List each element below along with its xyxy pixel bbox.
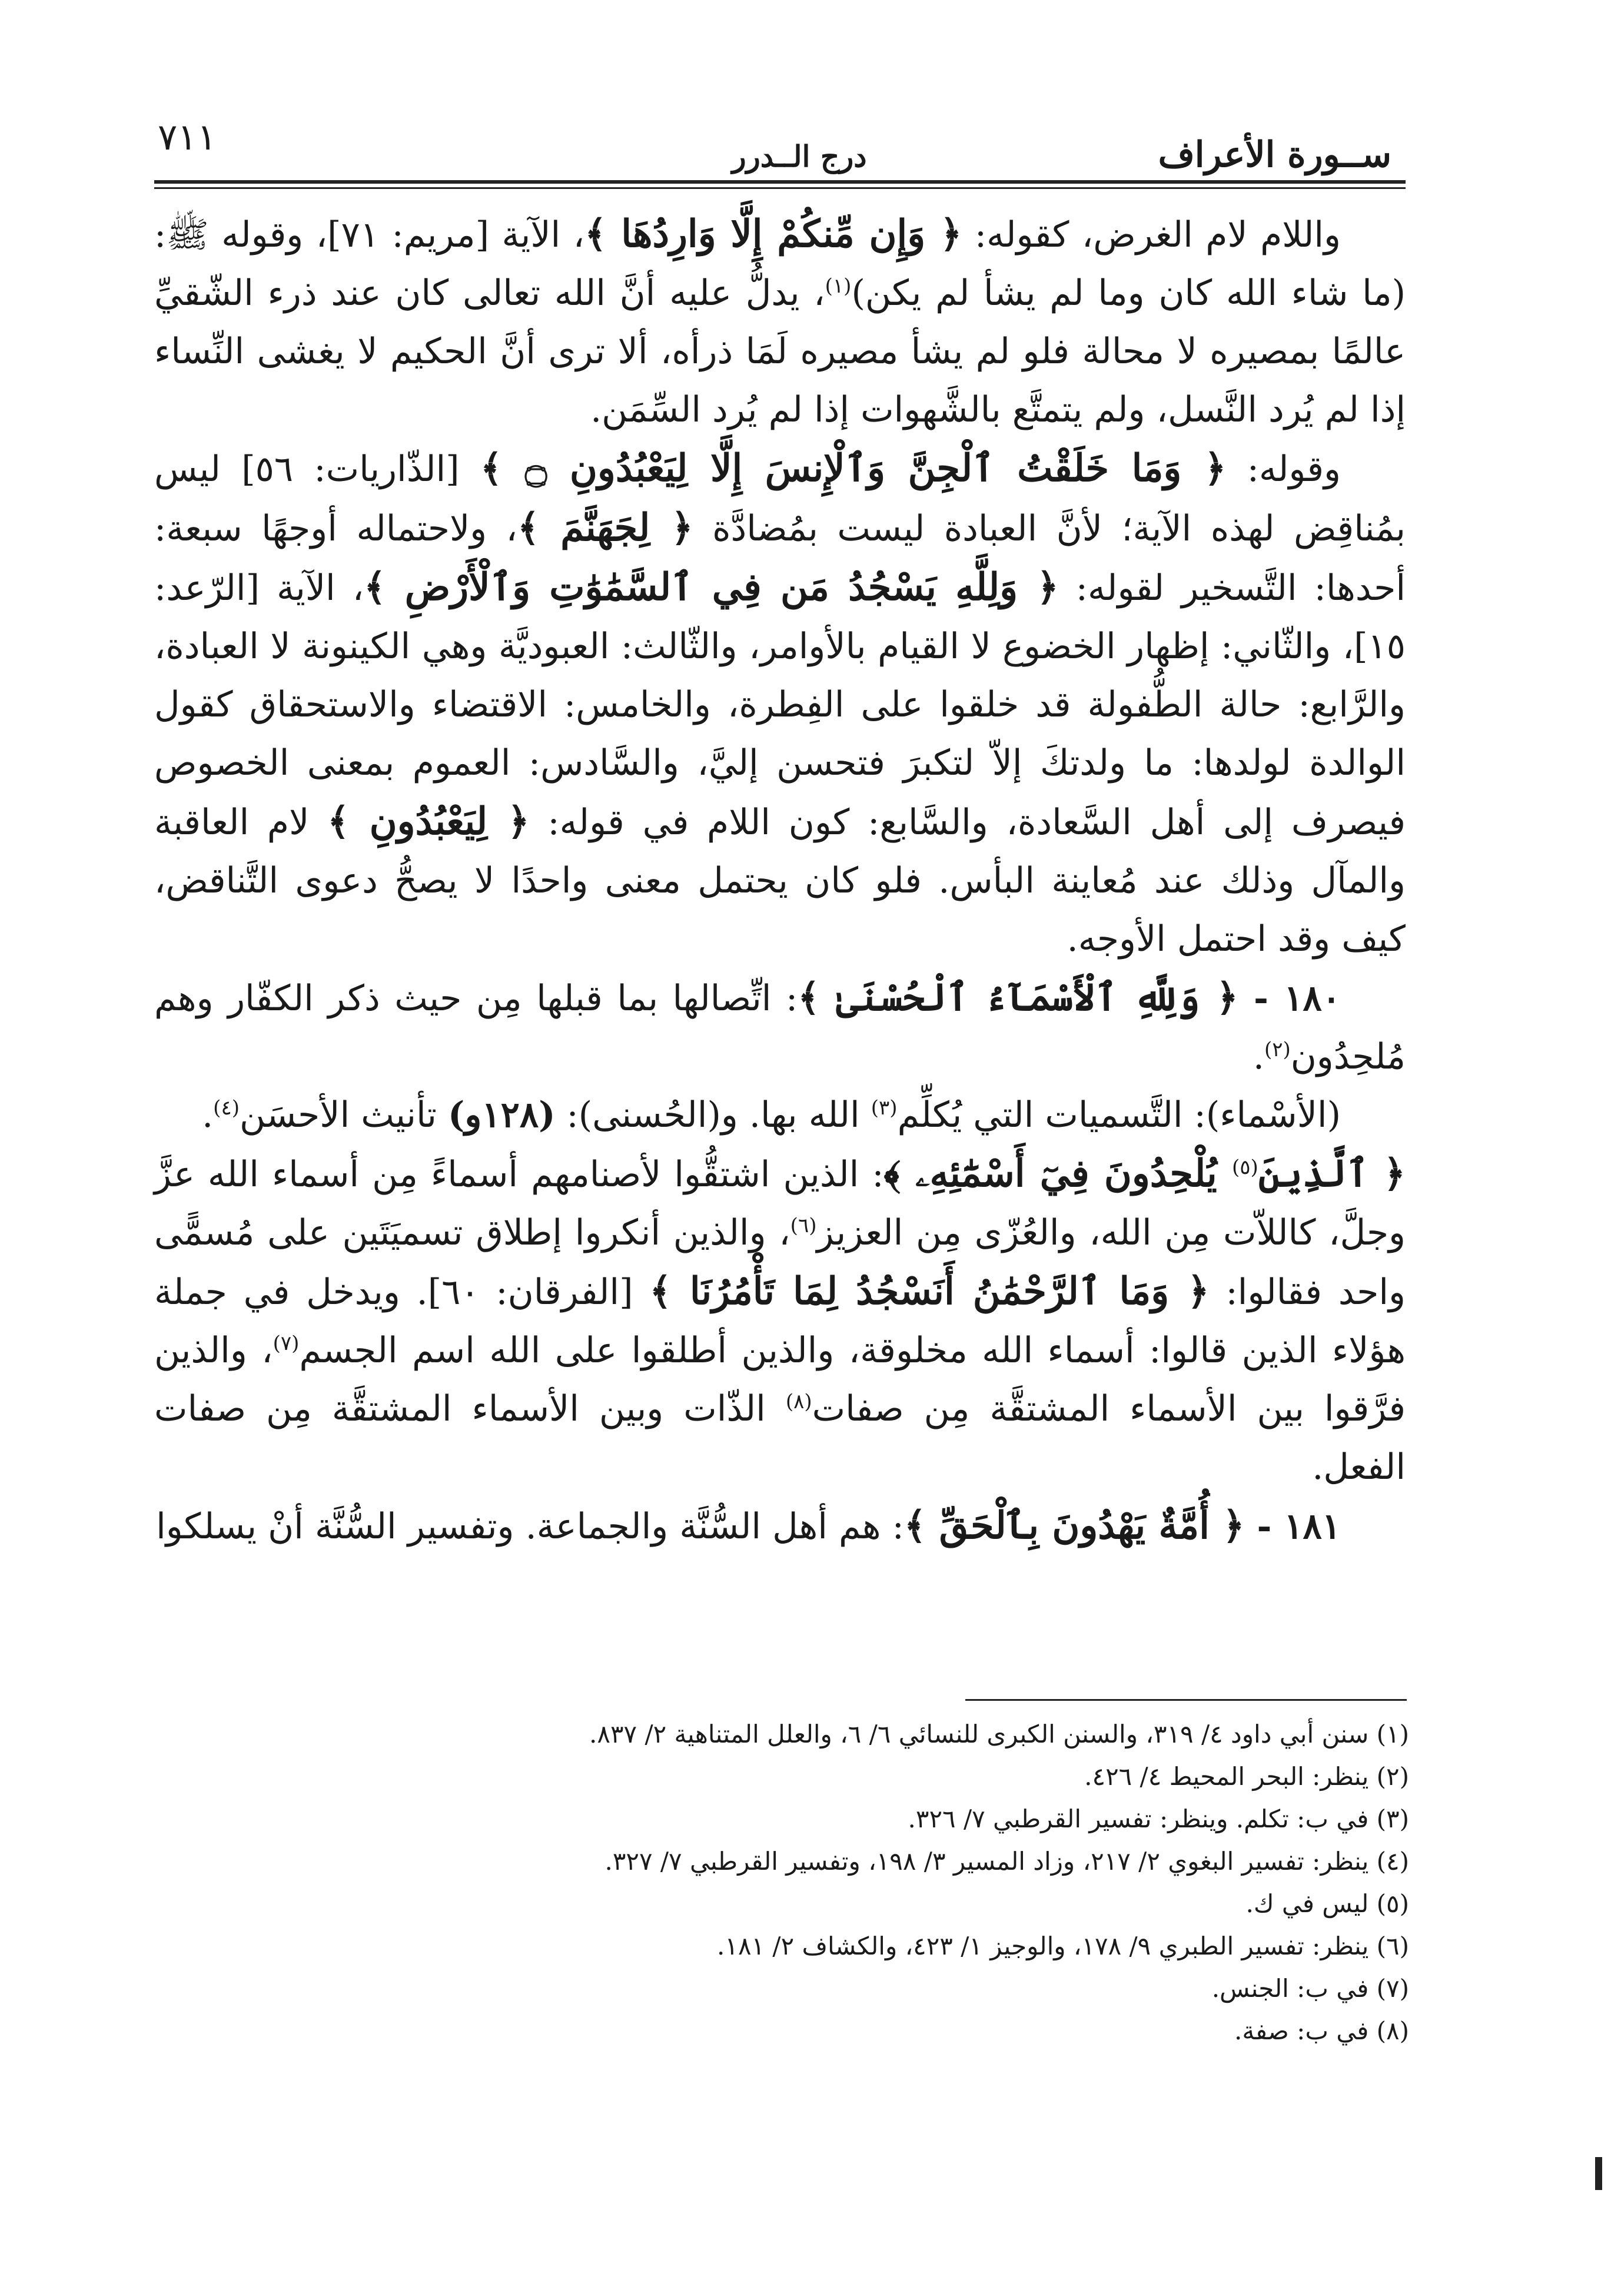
paragraph-2: وقوله: ﴿ وَمَا خَلَقْتُ ٱلْجِنَّ وَٱلْإِنسَ إِلَّا لِيَعْبُدُونِ ۝ ﴾ [الذّاريات: ٥٦] ليس بمُناقِض لهذه الآية؛ لأنَّ العبادة ليست بمُضادَّة ﴿ لِجَهَنَّمَ ﴾، ولاحتماله أوجهًا سبعة: أحدها: التَّسخير لقوله: ﴿ وَلِلَّهِ يَسْجُدُ مَن فِي ٱلسَّمَٰوَٰتِ وَٱلْأَرْضِ ﴾، الآية [الرّعد: ١٥]، والثّاني: إظهار الخضوع لا القيام بالأوامر، والثّالث: العبوديَّة وهي الكينونة لا العبادة، والرَّابع: حالة الطُّفولة قد خلقوا على الفِطرة، والخامس: الاقتضاء والاستحقاق كقول الوالدة لولدها: ما ولدتكَ إلاّ لتكبرَ فتحسن إليَّ، والسَّادس: العموم بمعنى الخصوص فيصرف إلى أهل السَّعادة، والسَّابع: كون اللام في قوله: ﴿ لِيَعْبُدُونِ ﴾ لام العاقبة والمآل وذلك عند مُعاينة البأس. فلو كان يحتمل معنى واحدًا لا يصحُّ دعوى التَّناقض، كيف وقد احتمل الأوجه. — [154, 446, 1406, 960]
footnote-ref[interactable]: (٨) — [785, 1390, 812, 1414]
footnote-ref[interactable]: (٧) — [273, 1332, 300, 1355]
footnotes — [173, 1713, 1409, 2052]
folio-marker: (١٢٨و) — [448, 1094, 556, 1136]
quran-verse: ﴿ وَلِلَّهِ يَسْجُدُ مَن فِي ٱلسَّمَٰوَٰتِ وَٱلْأَرْضِ ﴾ — [364, 565, 1059, 609]
footnote-ref[interactable]: (٤) — [213, 1096, 240, 1120]
main-text — [154, 205, 1406, 1556]
footnote-ref[interactable]: (٥) — [1231, 1156, 1258, 1179]
quran-verse: ﴿ وَإِن مِّنكُمْ إِلَّا وَارِدُهَا ﴾ — [584, 212, 962, 256]
quran-verse: ﴿ أُمَّةٌ يَهْدُونَ بِٱلْحَقِّ ﴾ — [903, 1504, 1245, 1548]
quran-verse: ﴿ وَلِلَّهِ ٱلْأَسْمَآءُ ٱلْحُسْنَىٰ ﴾ — [798, 976, 1238, 1020]
surah-title: ســورة الأعراف — [1158, 134, 1391, 175]
paragraph-alladhina: ﴿ ٱلَّذِينَ$^{(٥)}$ يُلْحِدُونَ فِيٓ أَسْمَٰٓئِهِۦ ﴾: الذين اشتقُّوا لأصنامهم أسماءً مِن أسماء الله عزَّ وجلَّ، كاللاّت مِن الله، والعُزّى مِن العزيز$^{(٦)}$، والذين أنكروا إطلاق تسميَتَين على مُسمًّى واحد فقالوا: ﴿ وَمَا ٱلرَّحْمَٰنُ أَنَسْجُدُ لِمَا تَأْمُرُنَا ﴾ [الفرقان: ٦٠]. ويدخل في جملة هؤلاء الذين قالوا: أسماء الله مخلوقة، والذين أطلقوا على الله اسم الجسم$^{(٧)}$، والذين فرَّقوا بين الأسماء المشتقَّة مِن صفات$^{(٨)}$ الذّات وبين الأسماء المشتقَّة مِن صفات الفعل. — [154, 1152, 1406, 1488]
quran-verse: ﴿ لِجَهَنَّمَ ﴾ — [517, 506, 693, 550]
paragraph-asma: (الأسْماء): التَّسميات التي يُكلِّم$^{(٣)}$ الله بها. و(الحُسنى): (١٢٨و) تأنيث الأحسَن$^{(٤)}$. — [202, 1094, 1341, 1136]
header-rule-thin — [154, 187, 1406, 189]
footnote-ref[interactable]: (٦) — [790, 1214, 817, 1237]
quran-verse: ﴿ وَمَا ٱلرَّحْمَٰنُ أَنَسْجُدُ لِمَا تَأْمُرُنَا ﴾ — [649, 1269, 1210, 1313]
footnote-8: (٨) في ب: صفة. — [1234, 2016, 1409, 2045]
header-rule-thick — [154, 180, 1406, 184]
quran-verse: ﴿ لِيَعْبُدُونِ ﴾ — [327, 799, 530, 844]
paragraph-180: ١٨٠ - ﴿ وَلِلَّهِ ٱلْأَسْمَآءُ ٱلْحُسْنَىٰ ﴾: اتِّصالها بما قبلها مِن حيث ذكر الكفّار وهم مُلحِدُون$^{(٢)}$. — [154, 976, 1406, 1077]
footnote-5: (٥) ليس في ك. — [1245, 1889, 1409, 1918]
book-title: درج الــدرر — [732, 139, 867, 174]
footnote-ref[interactable]: (٣) — [871, 1096, 898, 1120]
paragraph-181: ١٨١ - ﴿ أُمَّةٌ يَهْدُونَ بِٱلْحَقِّ ﴾: هم أهل السُّنَّة والجماعة. وتفسير السُّنَّة أنْ يسلكوا — [156, 1504, 1341, 1548]
quran-verse: ﴿ ٱلَّذِينَ — [1258, 1152, 1406, 1196]
verse-number: ١٨١ - — [1244, 1506, 1341, 1547]
quran-verse: يُلْحِدُونَ فِيٓ أَسْمَٰٓئِهِۦ ﴾ — [883, 1152, 1232, 1196]
footnote-6: (٦) ينظر: تفسير الطبري ٩/ ١٧٨، والوجيز ١/ ٤٢٣، والكشاف ٢/ ١٨١. — [717, 1932, 1409, 1960]
footnote-4: (٤) ينظر: تفسير البغوي ٢/ ٢١٧، وزاد المسير ٣/ ١٩٨، وتفسير القرطبي ٧/ ٣٢٧. — [604, 1847, 1409, 1876]
paragraph-1: واللام لام الغرض، كقوله: ﴿ وَإِن مِّنكُمْ إِلَّا وَارِدُهَا ﴾، الآية [مريم: ٧١]، وقوله ﷺ: (ما شاء الله كان وما لم يشأ لم يكن)$^{(١)}$، يدلُّ عليه أنَّ الله تعالى كان عند ذرء الشّقيِّ عالمًا بمصيره لا محالة فلو لم يشأ مصيره لَمَا ذرأه، ألا ترى أنَّ الحكيم لا يغشى النِّساء إذا لم يُرد النَّسل، ولم يتمتَّع بالشَّهوات إذا لم يُرد السِّمَن. — [154, 212, 1406, 430]
verse-number: ١٨٠ - — [1238, 978, 1341, 1019]
footnote-1: (١) سنن أبي داود ٤/ ٣١٩، والسنن الكبرى للنسائي ٦/ ٦، والعلل المتناهية ٢/ ٨٣٧. — [589, 1720, 1409, 1748]
footnote-separator — [965, 1699, 1407, 1701]
scan-margin-mark — [1595, 2157, 1602, 2190]
footnote-ref[interactable]: (٢) — [1264, 1038, 1291, 1061]
footnote-2: (٢) ينظر: البحر المحيط ٤/ ٤٢٦. — [1084, 1762, 1409, 1791]
footnote-3: (٣) في ب: تكلم. وينظر: تفسير القرطبي ٧/ ٣٢٦. — [908, 1804, 1409, 1833]
footnote-ref[interactable]: (١) — [825, 274, 852, 298]
footnote-7: (٧) في ب: الجنس. — [1211, 1974, 1409, 2003]
page-number: ٧١١ — [158, 115, 217, 158]
quran-verse: ﴿ وَمَا خَلَقْتُ ٱلْجِنَّ وَٱلْإِنسَ إِلَّا لِيَعْبُدُونِ ۝ ﴾ — [480, 446, 1227, 490]
